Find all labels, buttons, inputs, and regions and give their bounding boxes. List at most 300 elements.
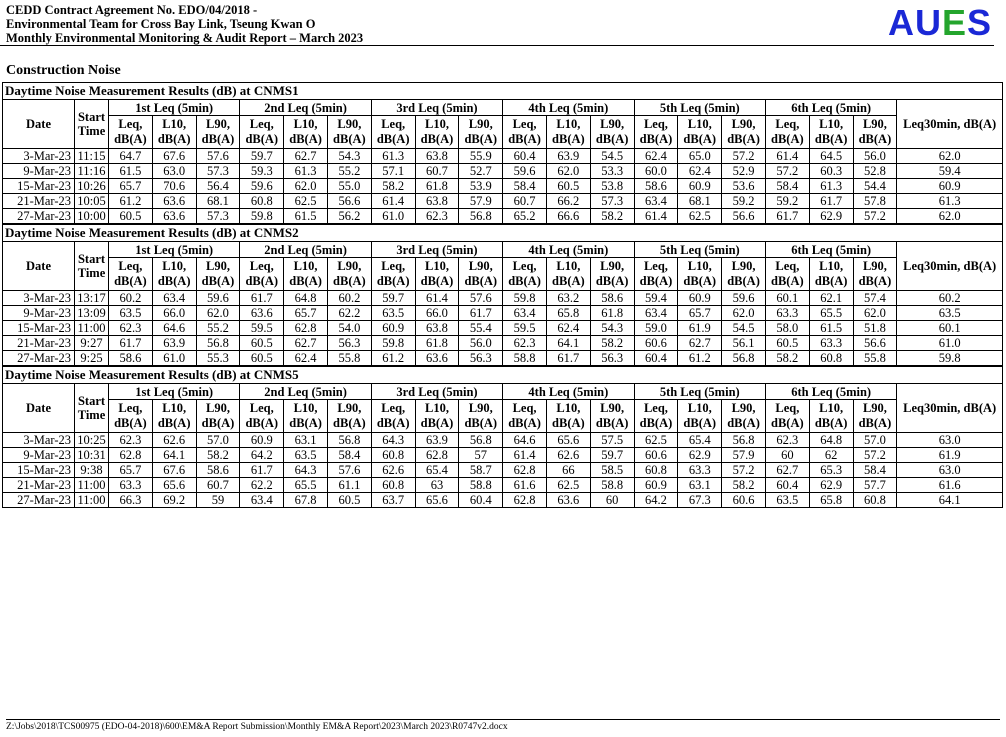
start-time-cell: 11:00 [75,321,109,336]
date-cell: 21-Mar-23 [3,336,75,351]
sub-header: L10, dB(A) [284,116,328,149]
value-cell: 63.4 [503,306,547,321]
table-row [3,448,1003,463]
start-time-cell: 11:00 [75,493,109,508]
value-cell: 57.9 [459,194,503,209]
date-cell: 27-Mar-23 [3,351,75,366]
value-cell: 64.8 [284,291,328,306]
value-cell: 58.2 [590,336,634,351]
value-cell: 58.2 [722,478,766,493]
value-cell: 61.7 [240,291,284,306]
value-cell: 62.0 [722,306,766,321]
value-cell: 65.7 [109,463,153,478]
value-cell: 65.7 [284,306,328,321]
value-cell: 63.2 [546,291,590,306]
report-header [6,3,1000,45]
leq30-cell: 59.8 [897,351,1003,366]
value-cell: 64.2 [240,448,284,463]
value-cell: 57.7 [853,478,897,493]
table-row [3,306,1003,321]
value-cell: 54.0 [327,321,371,336]
sub-header: L90, dB(A) [327,258,371,291]
leq30-cell: 60.9 [897,179,1003,194]
station-table [2,82,1003,224]
sub-header: L10, dB(A) [678,258,722,291]
sub-header: L10, dB(A) [546,258,590,291]
aues-logo: AUES [887,2,992,43]
value-cell: 64.6 [152,321,196,336]
sub-header: L90, dB(A) [722,258,766,291]
value-cell: 64.7 [109,149,153,164]
value-cell: 60.8 [240,194,284,209]
value-cell: 59.6 [240,179,284,194]
value-cell: 60.5 [546,179,590,194]
leq30-cell: 63.0 [897,463,1003,478]
value-cell: 61.8 [415,179,459,194]
date-cell: 9-Mar-23 [3,448,75,463]
value-cell: 67.6 [152,463,196,478]
value-cell: 61.0 [371,209,415,224]
leq30-cell: 63.0 [897,433,1003,448]
value-cell: 58.8 [459,478,503,493]
value-cell: 61.3 [809,179,853,194]
value-cell: 63.9 [152,336,196,351]
sub-header: L90, dB(A) [722,116,766,149]
date-cell: 3-Mar-23 [3,149,75,164]
date-cell: 27-Mar-23 [3,493,75,508]
sub-header: L90, dB(A) [590,116,634,149]
value-cell: 62.4 [546,321,590,336]
sub-header: Leq, dB(A) [503,400,547,433]
sub-header: L10, dB(A) [809,258,853,291]
value-cell: 57.0 [196,433,240,448]
header-text [6,3,1000,45]
value-cell: 57.2 [722,149,766,164]
value-cell: 61.5 [809,321,853,336]
table-row [3,336,1003,351]
value-cell: 60.9 [240,433,284,448]
value-cell: 60.7 [196,478,240,493]
value-cell: 61.7 [765,209,809,224]
value-cell: 61.6 [503,478,547,493]
value-cell: 60.4 [765,478,809,493]
value-cell: 61.7 [546,351,590,366]
start-time-header: Start Time [75,384,109,433]
value-cell: 62 [809,448,853,463]
value-cell: 67.8 [284,493,328,508]
value-cell: 60 [765,448,809,463]
date-cell: 27-Mar-23 [3,209,75,224]
value-cell: 62.6 [152,433,196,448]
value-cell: 57.3 [196,164,240,179]
value-cell: 63.5 [109,306,153,321]
value-cell: 56.6 [327,194,371,209]
value-cell: 60.7 [415,164,459,179]
value-cell: 52.8 [853,164,897,179]
value-cell: 60.4 [634,351,678,366]
value-cell: 59.3 [240,164,284,179]
value-cell: 62.0 [284,179,328,194]
leq-group-header: 4th Leq (5min) [503,242,634,258]
value-cell: 61.1 [327,478,371,493]
value-cell: 62.8 [503,493,547,508]
noise-results-tables [2,82,1002,508]
sub-header: L10, dB(A) [415,258,459,291]
leq-group-header: 6th Leq (5min) [765,242,896,258]
value-cell: 62.4 [634,149,678,164]
value-cell: 56.8 [722,351,766,366]
value-cell: 61.5 [109,164,153,179]
value-cell: 61.7 [809,194,853,209]
value-cell: 57.2 [765,164,809,179]
date-header: Date [3,242,75,291]
leq-group-header: 2nd Leq (5min) [240,242,371,258]
station-caption: Daytime Noise Measurement Results (dB) at CNMS2 [3,225,1003,242]
value-cell: 62.0 [546,164,590,179]
leq-group-header: 4th Leq (5min) [503,384,634,400]
value-cell: 57.9 [722,448,766,463]
value-cell: 60.1 [765,291,809,306]
value-cell: 63.7 [371,493,415,508]
table-row [3,179,1003,194]
sub-header: L10, dB(A) [678,400,722,433]
value-cell: 66.0 [152,306,196,321]
value-cell: 60.9 [678,179,722,194]
leq-group-header: 5th Leq (5min) [634,384,765,400]
sub-header: L10, dB(A) [546,400,590,433]
sub-header: L90, dB(A) [327,116,371,149]
leq-group-header: 4th Leq (5min) [503,100,634,116]
start-time-cell: 10:05 [75,194,109,209]
start-time-cell: 11:15 [75,149,109,164]
value-cell: 63.6 [240,306,284,321]
value-cell: 63.1 [284,433,328,448]
value-cell: 63.3 [678,463,722,478]
start-time-cell: 10:31 [75,448,109,463]
start-time-cell: 11:16 [75,164,109,179]
value-cell: 57.6 [196,149,240,164]
value-cell: 66 [546,463,590,478]
value-cell: 56.8 [459,209,503,224]
leq-group-header: 5th Leq (5min) [634,242,765,258]
station-table [2,224,1003,366]
leq-group-header: 1st Leq (5min) [109,100,240,116]
value-cell: 58.2 [765,351,809,366]
value-cell: 63.3 [109,478,153,493]
date-cell: 9-Mar-23 [3,306,75,321]
value-cell: 61.7 [240,463,284,478]
date-cell: 9-Mar-23 [3,164,75,179]
table-row [3,463,1003,478]
value-cell: 59.6 [722,291,766,306]
sub-header: Leq, dB(A) [765,258,809,291]
value-cell: 60.5 [327,493,371,508]
start-time-cell: 9:25 [75,351,109,366]
value-cell: 57.3 [196,209,240,224]
value-cell: 60.6 [634,448,678,463]
value-cell: 58.0 [765,321,809,336]
value-cell: 55.8 [327,351,371,366]
value-cell: 62.9 [678,448,722,463]
value-cell: 56.8 [327,433,371,448]
value-cell: 56.8 [722,433,766,448]
footer-divider [6,719,1000,720]
value-cell: 53.9 [459,179,503,194]
value-cell: 62.9 [809,478,853,493]
value-cell: 66.0 [415,306,459,321]
leq-group-header: 1st Leq (5min) [109,242,240,258]
value-cell: 60 [590,493,634,508]
value-cell: 62.2 [240,478,284,493]
value-cell: 60.7 [503,194,547,209]
sub-header: Leq, dB(A) [765,116,809,149]
leq30-cell: 62.0 [897,209,1003,224]
value-cell: 62.3 [765,433,809,448]
leq-group-header: 6th Leq (5min) [765,384,896,400]
value-cell: 63.4 [634,306,678,321]
value-cell: 63.8 [415,149,459,164]
value-cell: 66.3 [109,493,153,508]
file-path-footer: Z:\Jobs\2018\TCS00975 (EDO-04-2018)\600\EM&A Report Submission\Monthly EM&A Report\2023\March 2023\R0747v2.docx [6,722,508,732]
table-row [3,209,1003,224]
start-time-cell: 10:00 [75,209,109,224]
value-cell: 58.4 [765,179,809,194]
value-cell: 61.4 [371,194,415,209]
value-cell: 60.9 [634,478,678,493]
value-cell: 70.6 [152,179,196,194]
value-cell: 59.2 [765,194,809,209]
value-cell: 54.5 [722,321,766,336]
sub-header: Leq, dB(A) [503,116,547,149]
value-cell: 64.1 [546,336,590,351]
value-cell: 62.0 [853,306,897,321]
value-cell: 60.9 [371,321,415,336]
value-cell: 63.4 [634,194,678,209]
date-cell: 15-Mar-23 [3,321,75,336]
station-caption: Daytime Noise Measurement Results (dB) at CNMS1 [3,83,1003,100]
date-cell: 21-Mar-23 [3,194,75,209]
value-cell: 58.6 [196,463,240,478]
value-cell: 52.7 [459,164,503,179]
value-cell: 55.3 [196,351,240,366]
start-time-cell: 11:00 [75,478,109,493]
value-cell: 63.3 [809,336,853,351]
value-cell: 56.0 [459,336,503,351]
sub-header: Leq, dB(A) [503,258,547,291]
sub-header: L90, dB(A) [196,400,240,433]
value-cell: 59.0 [634,321,678,336]
table-row [3,291,1003,306]
table-row [3,493,1003,508]
value-cell: 62.1 [809,291,853,306]
sub-header: Leq, dB(A) [109,400,153,433]
start-time-header: Start Time [75,242,109,291]
value-cell: 60.8 [371,478,415,493]
sub-header: Leq, dB(A) [109,258,153,291]
value-cell: 61.2 [371,351,415,366]
value-cell: 65.8 [809,493,853,508]
value-cell: 54.5 [590,149,634,164]
leq-group-header: 3rd Leq (5min) [371,242,502,258]
value-cell: 58.6 [634,179,678,194]
value-cell: 58.4 [327,448,371,463]
start-time-cell: 10:25 [75,433,109,448]
value-cell: 60.6 [722,493,766,508]
value-cell: 57.8 [853,194,897,209]
start-time-cell: 9:27 [75,336,109,351]
sub-header: L90, dB(A) [327,400,371,433]
value-cell: 60.2 [109,291,153,306]
value-cell: 64.1 [152,448,196,463]
leq-group-header: 2nd Leq (5min) [240,100,371,116]
value-cell: 63.4 [240,493,284,508]
sub-header: L90, dB(A) [459,116,503,149]
value-cell: 60.4 [503,149,547,164]
value-cell: 59.7 [240,149,284,164]
value-cell: 62.0 [196,306,240,321]
value-cell: 60.8 [634,463,678,478]
value-cell: 59.6 [503,164,547,179]
value-cell: 58.7 [459,463,503,478]
value-cell: 62.5 [634,433,678,448]
value-cell: 60.0 [634,164,678,179]
value-cell: 68.1 [196,194,240,209]
date-cell: 15-Mar-23 [3,179,75,194]
value-cell: 62.3 [109,433,153,448]
value-cell: 55.2 [327,164,371,179]
value-cell: 54.4 [853,179,897,194]
value-cell: 62.8 [503,463,547,478]
value-cell: 62.4 [284,351,328,366]
sub-header: L10, dB(A) [415,116,459,149]
leq30-cell: 64.1 [897,493,1003,508]
value-cell: 56.3 [590,351,634,366]
value-cell: 63.1 [678,478,722,493]
header-line-1: CEDD Contract Agreement No. EDO/04/2018 - [6,3,258,17]
value-cell: 64.2 [634,493,678,508]
value-cell: 57.4 [853,291,897,306]
value-cell: 63.9 [415,433,459,448]
value-cell: 61.2 [678,351,722,366]
sub-header: L10, dB(A) [284,400,328,433]
leq30-cell: 61.6 [897,478,1003,493]
value-cell: 57.6 [459,291,503,306]
header-divider [0,45,994,46]
value-cell: 60.8 [809,351,853,366]
value-cell: 60.8 [853,493,897,508]
value-cell: 54.3 [590,321,634,336]
value-cell: 65.5 [284,478,328,493]
value-cell: 68.1 [678,194,722,209]
leq30-header: Leq30min, dB(A) [897,384,1003,433]
value-cell: 65.4 [678,433,722,448]
value-cell: 62.7 [284,336,328,351]
value-cell: 65.7 [109,179,153,194]
value-cell: 59.8 [240,209,284,224]
sub-header: L90, dB(A) [459,258,503,291]
value-cell: 58.5 [590,463,634,478]
value-cell: 56.6 [722,209,766,224]
value-cell: 56.8 [459,433,503,448]
value-cell: 60.2 [327,291,371,306]
start-time-header: Start Time [75,100,109,149]
value-cell: 65.7 [678,306,722,321]
value-cell: 55.8 [853,351,897,366]
value-cell: 56.1 [722,336,766,351]
value-cell: 65.2 [503,209,547,224]
sub-header: Leq, dB(A) [371,258,415,291]
table-row [3,321,1003,336]
value-cell: 56.3 [459,351,503,366]
sub-header: L90, dB(A) [590,258,634,291]
value-cell: 56.3 [327,336,371,351]
value-cell: 59.7 [590,448,634,463]
value-cell: 62.3 [109,321,153,336]
sub-header: Leq, dB(A) [371,116,415,149]
value-cell: 59.6 [196,291,240,306]
leq30-cell: 62.0 [897,149,1003,164]
value-cell: 62.8 [415,448,459,463]
value-cell: 57.1 [371,164,415,179]
value-cell: 61.7 [459,306,503,321]
value-cell: 65.4 [415,463,459,478]
sub-header: Leq, dB(A) [634,116,678,149]
sub-header: L10, dB(A) [152,400,196,433]
leq30-cell: 61.3 [897,194,1003,209]
sub-header: L90, dB(A) [722,400,766,433]
value-cell: 62.6 [546,448,590,463]
value-cell: 65.8 [546,306,590,321]
value-cell: 62.2 [327,306,371,321]
value-cell: 63.8 [415,321,459,336]
leq30-cell: 60.2 [897,291,1003,306]
value-cell: 63.6 [152,209,196,224]
value-cell: 60.6 [634,336,678,351]
value-cell: 59.8 [503,291,547,306]
header-line-2: Environmental Team for Cross Bay Link, Tseung Kwan O [6,17,316,31]
value-cell: 61.2 [109,194,153,209]
value-cell: 69.2 [152,493,196,508]
sub-header: Leq, dB(A) [240,258,284,291]
value-cell: 55.4 [459,321,503,336]
sub-header: Leq, dB(A) [765,400,809,433]
date-cell: 3-Mar-23 [3,291,75,306]
value-cell: 64.5 [809,149,853,164]
value-cell: 63.6 [152,194,196,209]
sub-header: L90, dB(A) [853,400,897,433]
start-time-cell: 13:09 [75,306,109,321]
table-row [3,164,1003,179]
station-caption: Daytime Noise Measurement Results (dB) at CNMS5 [3,367,1003,384]
value-cell: 59.5 [503,321,547,336]
sub-header: L90, dB(A) [196,258,240,291]
value-cell: 64.6 [503,433,547,448]
leq-group-header: 3rd Leq (5min) [371,384,502,400]
value-cell: 63.5 [371,306,415,321]
sub-header: L10, dB(A) [284,258,328,291]
value-cell: 59.8 [371,336,415,351]
sub-header: L10, dB(A) [678,116,722,149]
value-cell: 65.5 [809,306,853,321]
value-cell: 61.4 [634,209,678,224]
table-row [3,433,1003,448]
value-cell: 62.3 [503,336,547,351]
value-cell: 62.7 [678,336,722,351]
value-cell: 63.4 [152,291,196,306]
value-cell: 57.0 [853,433,897,448]
value-cell: 59.2 [722,194,766,209]
station-table [2,366,1003,508]
